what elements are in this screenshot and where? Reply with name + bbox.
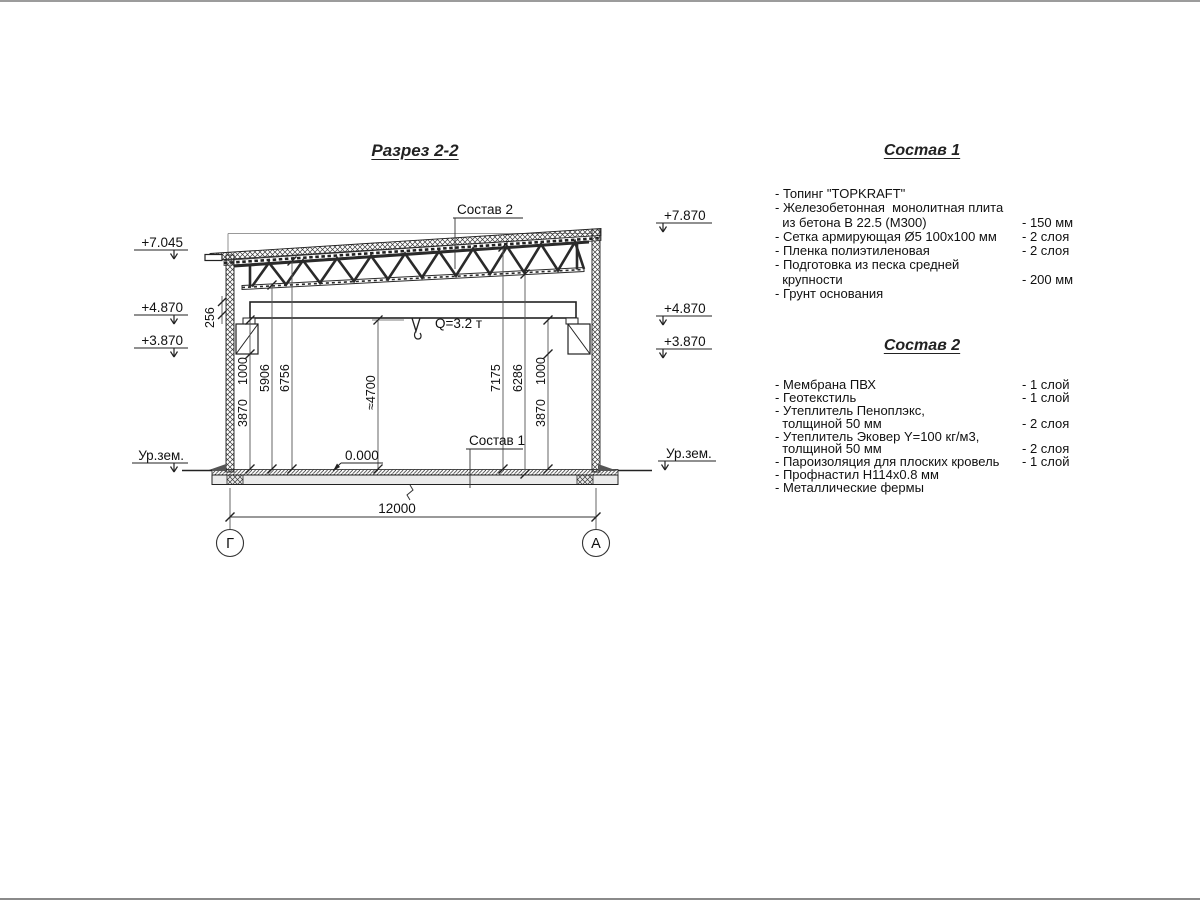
list-item — [775, 216, 1105, 230]
composition1-title: Состав 1 — [883, 142, 961, 159]
dim-label: 6756 — [278, 364, 292, 392]
level-arrow-icon — [660, 223, 667, 232]
elevation-label: +3.870 — [664, 334, 706, 349]
level-arrow-icon — [660, 316, 667, 325]
level-arrow-icon — [660, 349, 667, 358]
crane-hook-icon — [372, 318, 421, 339]
slab-body — [212, 475, 618, 485]
dim-label: 1000 — [236, 357, 250, 385]
list-item — [775, 482, 1105, 495]
level-arrow-icon — [171, 315, 178, 324]
item-text: - Профнастил Н114х0.8 мм — [775, 467, 939, 483]
item-text: - Металлические фермы — [775, 480, 924, 496]
item-text: - Железобетонная монолитная плита — [775, 200, 1004, 216]
level-arrow-icon — [662, 461, 669, 470]
item-text: - Пленка полиэтиленовая — [775, 243, 930, 259]
axis-label-right: А — [591, 536, 601, 552]
roof-drip-edge — [205, 255, 222, 261]
composition2-list — [775, 379, 1105, 495]
elevation-label: +4.870 — [141, 300, 183, 315]
wall-right-parapet — [592, 229, 600, 472]
level-arrow-icon — [171, 250, 178, 259]
dim-label: 7175 — [489, 364, 503, 392]
roof-callout-label: Состав 2 — [457, 202, 513, 217]
elevation-label: +7.870 — [664, 208, 706, 223]
corbel-right — [568, 324, 590, 354]
floor-topping-strip — [212, 470, 618, 476]
list-item — [775, 258, 1105, 272]
elevation-marks-left — [132, 235, 188, 472]
section-title: Разрез 2-2 — [371, 141, 459, 160]
item-qty: - 2 слоя — [1022, 243, 1070, 259]
zero-level-label: 0.000 — [345, 448, 379, 463]
list-item — [775, 187, 1105, 201]
list-item — [775, 244, 1105, 258]
axis-label-left: Г — [226, 536, 234, 552]
dim-label: 6286 — [511, 364, 525, 392]
floor-callout-label: Состав 1 — [469, 433, 525, 448]
list-item — [775, 201, 1105, 215]
foundation-block-left — [227, 475, 243, 485]
foundation-block-right — [577, 475, 593, 485]
list-item — [775, 287, 1105, 301]
item-qty: - 200 мм — [1022, 271, 1074, 287]
wall-left — [226, 255, 234, 472]
corbel-left — [236, 324, 258, 354]
item-text: - Утеплитель Эковер Y=100 кг/м3, — [775, 428, 980, 444]
floor-slab — [182, 464, 652, 500]
dim-label: 3870 — [236, 399, 250, 427]
item-qty: - 2 слоя — [1022, 228, 1070, 244]
list-item — [775, 230, 1105, 244]
span-dimension — [217, 488, 610, 557]
item-text: из бетона В 22.5 (М300) — [775, 214, 927, 230]
elevation-label: +4.870 — [664, 301, 706, 316]
composition2-title: Состав 2 — [883, 337, 961, 354]
bearing-pad-right — [566, 318, 578, 324]
list-item — [775, 273, 1105, 287]
item-text: - Пароизоляция для плоских кровель — [775, 454, 1000, 470]
dim-label: ≈4700 — [364, 375, 378, 410]
item-qty: - 2 слоя — [1022, 415, 1070, 431]
item-text: - Мембрана ПВХ — [775, 377, 876, 392]
item-text: - Грунт основания — [775, 286, 884, 302]
ground-level-label: Ур.зем. — [666, 446, 712, 461]
item-qty: - 150 мм — [1022, 214, 1074, 230]
dim-label: 5906 — [258, 364, 272, 392]
item-qty: - 1 слой — [1022, 454, 1070, 470]
span-dimension-label: 12000 — [378, 501, 416, 516]
dim-label: 3870 — [534, 399, 548, 427]
item-qty: - 1 слой — [1022, 389, 1070, 405]
level-arrow-icon — [171, 463, 178, 472]
item-text: - Геотекстиль — [775, 389, 857, 405]
item-qty: - 2 слоя — [1022, 441, 1070, 457]
elevation-label: +7.045 — [141, 235, 183, 250]
crane-beam-assembly — [236, 302, 590, 354]
item-text: крупности — [775, 271, 843, 287]
elevation-marks-right — [656, 208, 716, 470]
composition1-list — [775, 187, 1105, 301]
truss-bottom-chord — [242, 268, 584, 290]
dim-label: 1000 — [534, 357, 548, 385]
item-text: - Сетка армирующая Ø5 100х100 мм — [775, 228, 997, 244]
crane-capacity-label: Q=3.2 т — [435, 316, 483, 331]
item-text: толщиной 50 мм — [775, 441, 882, 457]
item-qty: - 1 слой — [1022, 377, 1070, 392]
crane-beam — [250, 302, 576, 318]
dim-label: 256 — [203, 307, 217, 328]
item-text: - Топинг "TOPKRAFT" — [775, 186, 906, 201]
item-text: - Утеплитель Пеноплэкс, — [775, 402, 925, 418]
level-arrow-icon — [171, 348, 178, 357]
item-text: - Подготовка из песка средней — [775, 257, 960, 273]
ground-level-label: Ур.зем. — [138, 448, 184, 463]
ground-wedge-right — [598, 464, 618, 471]
elevation-label: +3.870 — [141, 333, 183, 348]
item-text: толщиной 50 мм — [775, 415, 882, 431]
break-symbol — [407, 485, 413, 500]
